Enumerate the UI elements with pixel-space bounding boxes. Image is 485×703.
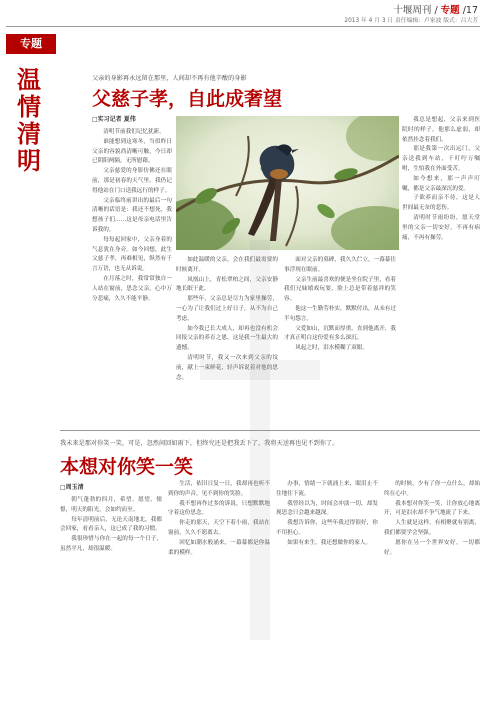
article1-byline: □实习记者 夏伟 (92, 116, 136, 123)
paragraph: 我不想再作过多的诉说，只想默默地守着这份思念。 (168, 500, 270, 517)
paragraph: 我想告诉你，这些年我过得很好，你不用担心。 (276, 520, 378, 536)
article1-col4 (402, 116, 480, 424)
bird-photo (176, 116, 399, 250)
page-header (330, 2, 478, 14)
article2-col4 (384, 480, 480, 696)
paragraph: 谁能想到这寒冬，当似昨日父亲的容貌尚清晰可触，今日却已阴阳两隔，无所慰藉。 (92, 138, 172, 165)
paragraph: 风起之时，泪水模糊了双眼。 (295, 345, 368, 352)
paragraph: 如果有来生，我还想做你的家人。 (287, 539, 372, 546)
paragraph: 父爱如山，沉默而厚重。直到他离开，我才真正明白这份爱有多么深沉。 (284, 325, 396, 342)
paragraph: 我本想对你笑一笑，让你放心地离开，可是泪水却不争气地流了下来。 (384, 500, 480, 517)
watermark-cross (200, 240, 320, 640)
header-divider (6, 26, 480, 27)
paragraph: 在月落之时，我常常独自一人站在窗前，思念父亲，心中万分悲痛，久久不能平静。 (92, 275, 172, 302)
vertical-title: 温情清明 (17, 65, 41, 175)
section-tag: 专题 (6, 34, 56, 54)
paragraph: 清明时节雨纷纷，愿天堂里的父亲一切安好，不再有病痛，不再有操劳。 (402, 214, 480, 241)
article1-col1 (92, 128, 172, 424)
paragraph: 你走的那天，天空下着小雨，我站在窗前，久久不愿离去。 (168, 520, 270, 536)
paragraph: 我曾经以为，时间会冲淡一切，却发现思念只会越来越深。 (276, 500, 378, 517)
paragraph: 如今想来，那一声声叮嘱，都是父亲最深沉的爱。 (402, 175, 480, 192)
article2-byline: □周玉清 (60, 484, 84, 491)
paragraph: 清明节前我们记忆犹新。 (103, 129, 165, 135)
paragraph: 生活，依旧日复一日，我却再也听不到你的声音，见不到你的笑脸。 (168, 481, 270, 497)
paragraph: 我总是想起，父亲来到医院时的样子，他那么虚弱，却依然挂念着我们。 (402, 117, 480, 143)
header-section: 专题 (440, 5, 460, 16)
paragraph: 每每起回家中，父亲身着的气息犹在身旁。如今回想，此生父慈子孝，再难相见，纵然有千言万语，也无从诉说。 (92, 236, 172, 273)
article1-lead: 父亲的身影再永远留在那里，人间却不再有他辛酸的身影 (92, 75, 247, 82)
header-page-no: /17 (459, 5, 478, 16)
paragraph: 父亲生前最喜欢的便是坐在院子里，看着我们兄妹嬉戏玩耍，脸上总是带着慈祥的笑容。 (284, 276, 396, 303)
article2-title: 本想对你笑一笑 (60, 456, 194, 478)
article2-col1 (60, 496, 162, 696)
paragraph: 清明时节，我又一次来到父亲的坟前，献上一束鲜花，轻声诉说着对他的思念。 (176, 354, 278, 381)
paragraph: 如今我已长大成人，却再也没有机会回报父亲的养育之恩，这是我一生最大的遗憾。 (176, 325, 278, 352)
bird-photo-graphic (176, 116, 399, 250)
paragraph: 回忆如潮水般涌来，一幕幕都是你温柔的模样。 (168, 539, 270, 556)
paragraph: 我很珍惜与你在一起的每一个日子，虽然平凡，却很温暖。 (60, 536, 162, 552)
article2-lead: 我未来是那对你笑一笑，可是，忽然间回如雨下，但终究还是把我丢下了，我将天送再也见不到你了。 (60, 440, 339, 447)
paragraph: 他这一生勤劳朴实，默默付出，从未有过半句怨言。 (284, 305, 396, 322)
article1-title: 父慈子孝，自此成奢望 (92, 88, 283, 110)
paragraph: 父亲慈爱的身影仿佛还在眼前，那是初春的天气里，我仍记得他站在门口送我远行的样子。 (92, 168, 172, 194)
paragraph: 凤凰山上，青松翠柏之间，父亲安静地长眠于此。 (176, 276, 278, 293)
paragraph: 人生就是这样，有相聚就有别离，我们都要学会坚强。 (384, 520, 480, 536)
header-date-line: 2013 年 4 月 3 日 责任编辑：卢家波 版式：吕大芳 (344, 18, 478, 24)
paragraph: 那些年，父亲总是尽力为家里操劳，一心为了让我们过上好日子，从不为自己考虑。 (176, 296, 278, 322)
paragraph: 的时候，少有了你一点什么，却始终在心中。 (384, 481, 480, 497)
paragraph: 愿你在另一个世界安好，一切都好。 (384, 539, 480, 556)
paragraph: 子欲养而亲不待，这是人世间最无奈的悲伤。 (402, 195, 480, 212)
header-title: 十堰周刊 / (393, 5, 441, 16)
paragraph: 父亲临终前讲出的最后一句清晰的话语是：我还不想死，我想孩子们……这是母亲电话里告诉我的。 (92, 197, 172, 233)
paragraph: 面对父亲的墓碑，我久久伫立，一幕幕往事浮现在眼前。 (284, 257, 396, 273)
paragraph: 办事，情绪一下就涌上来，眼泪止不住地往下流。 (276, 481, 378, 497)
paragraph: 如此温暖的父亲，会在我们最需要的时候离开。 (176, 257, 278, 273)
paragraph: 那是我第一次出远门，父亲送我到车站，千叮咛万嘱咐，生怕我在外面受苦。 (402, 146, 480, 172)
paragraph: 每年清明前后，无论天南地北，我都会回家，看看亲人，这已成了我的习惯。 (60, 516, 162, 533)
paragraph: 朝气蓬勃的四月，希望、愿望、憧憬，明天的阳光，会如约而至。 (60, 497, 162, 513)
